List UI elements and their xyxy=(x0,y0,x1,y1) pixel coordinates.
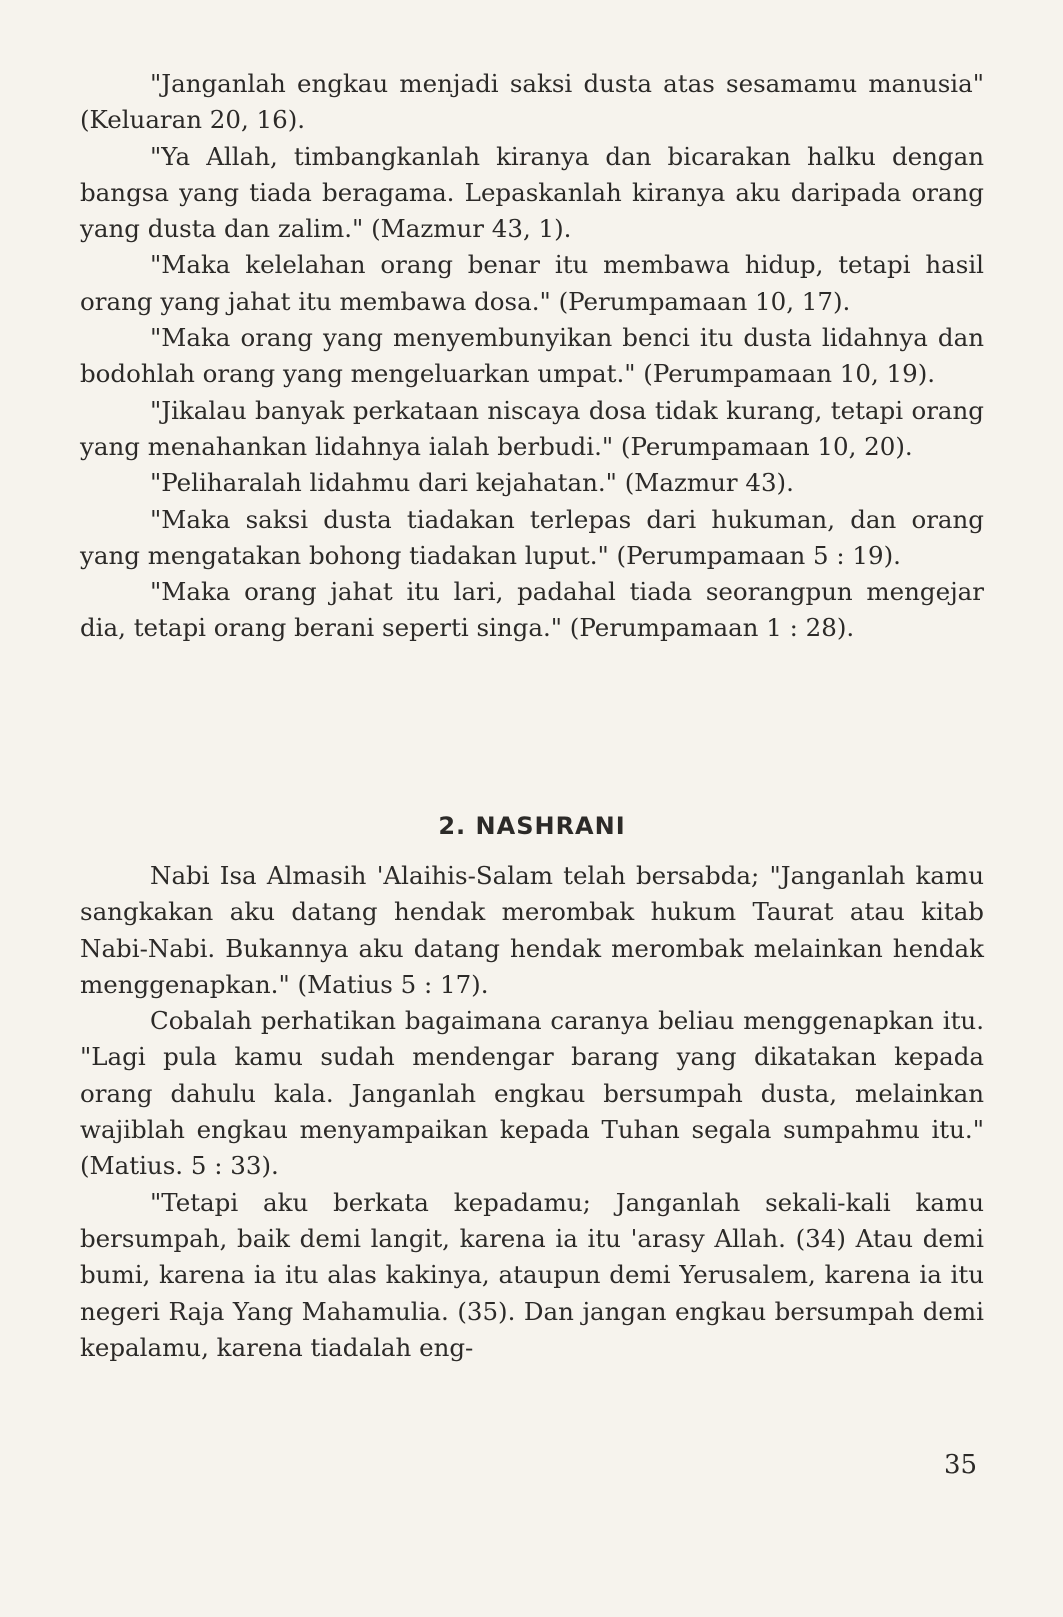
paragraph-mazmur-43-1: "Ya Allah, timbangkanlah kiranya dan bicarakan halku dengan bangsa yang tiada beragama. Lepaskanlah kiranya aku daripada orang yang dusta dan zalim." (Mazmur 43, 1). xyxy=(80,141,984,244)
paragraph-perumpamaan-10-19: "Maka orang yang menyembunyikan benci itu dusta lidahnya dan bodohlah orang yang mengeluarkan umpat." (Perumpamaan 10, 19). xyxy=(80,323,984,389)
paragraph-perumpamaan-1-28: "Maka orang jahat itu lari, padahal tiada seorangpun mengejar dia, tetapi orang berani seperti singa." (Perumpamaan 1 : 28). xyxy=(80,577,984,643)
paragraph-keluaran-20-16: "Janganlah engkau menjadi saksi dusta atas sesamamu manusia" (Keluaran 20, 16). xyxy=(80,69,984,135)
paragraph-perumpamaan-10-17: "Maka kelelahan orang benar itu membawa hidup, tetapi hasil orang yang jahat itu membawa dosa." (Perumpamaan 10, 17). xyxy=(80,250,984,316)
lower-text-block xyxy=(80,858,984,1366)
paragraph-matius-5-17: Nabi Isa Almasih 'Alaihis-Salam telah bersabda; "Janganlah kamu sangkakan aku datang hendak merombak hukum Taurat atau kitab Nabi-Nabi. Bukannya aku datang hendak merombak melainkan hendak menggenapkan." (Matius 5 : 17). xyxy=(80,861,984,999)
paragraph-matius-5-34-35: "Tetapi aku berkata kepadamu; Janganlah sekali-kali kamu bersumpah, baik demi langit, karena ia itu 'arasy Allah. (34) Atau demi bumi, karena ia itu alas kakinya, ataupun demi Yerusalem, karena ia itu negeri Raja Yang Mahamulia. (35). Dan jangan engkau bersumpah demi kepalamu, karena tiadalah eng- xyxy=(80,1187,984,1362)
page-number: 35 xyxy=(944,1450,978,1480)
paragraph-perumpamaan-5-19: "Maka saksi dusta tiadakan terlepas dari hukuman, dan orang yang mengatakan bohong tiadakan luput." (Perumpamaan 5 : 19). xyxy=(80,504,984,570)
paragraph-mazmur-43: "Peliharalah lidahmu dari kejahatan." (Mazmur 43). xyxy=(150,468,794,498)
section-heading: 2. NASHRANI xyxy=(438,812,626,840)
upper-text-block xyxy=(80,66,984,647)
paragraph-perumpamaan-10-20: "Jikalau banyak perkataan niscaya dosa tidak kurang, tetapi orang yang menahankan lidahnya ialah berbudi." (Perumpamaan 10, 20). xyxy=(80,395,984,461)
paragraph-matius-5-33: Cobalah perhatikan bagaimana caranya beliau menggenapkan itu. "Lagi pula kamu sudah mendengar barang yang dikatakan kepada orang dahulu kala. Janganlah engkau bersumpah dusta, melainkan wajiblah engkau menyampaikan kepada Tuhan segala sumpahmu itu." (Matius. 5 : 33). xyxy=(80,1006,984,1181)
